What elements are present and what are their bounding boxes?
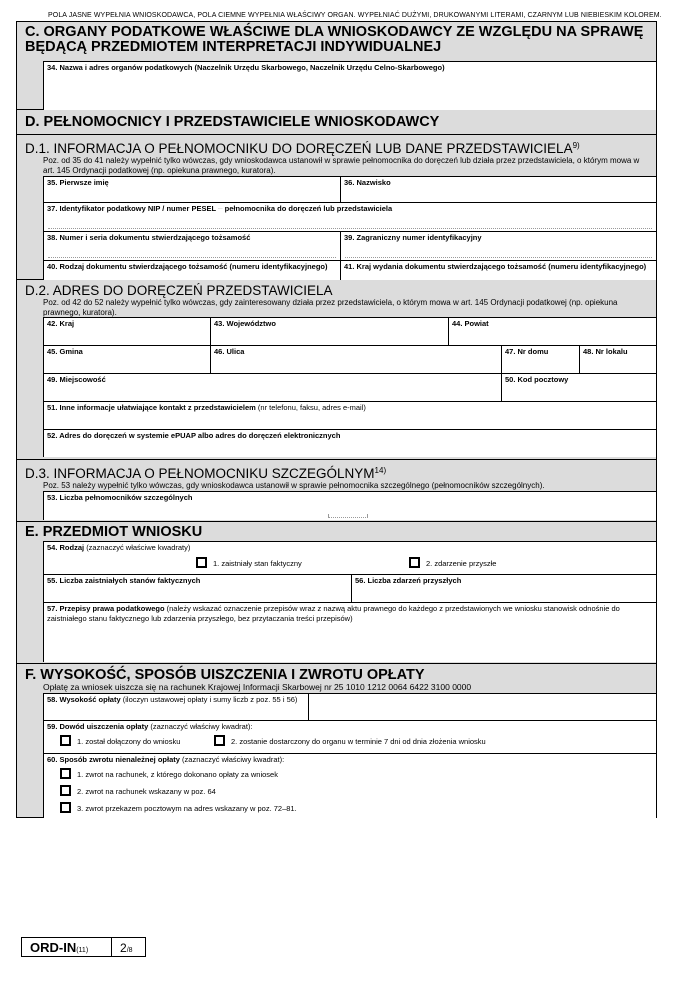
field-47-house-number[interactable]: 47. Nr domu bbox=[502, 346, 580, 373]
section-d1-title: D.1. INFORMACJA O PEŁNOMOCNIKU DO DORĘCZEŃ LUB DANE PRZEDSTAWICIELA$^{9)}$ bbox=[25, 141, 580, 156]
field-52-epuap-address[interactable]: 52. Adres do doręczeń w systemie ePUAP albo adres do doręczeń elektronicznych bbox=[44, 430, 656, 457]
field-56-future-events-count[interactable]: 56. Liczba zdarzeń przyszłych bbox=[352, 575, 656, 602]
section-d3-title: D.3. INFORMACJA O PEŁNOMOCNIKU SZCZEGÓLNYM$^{14)}$ bbox=[25, 466, 387, 481]
section-e bbox=[16, 522, 657, 664]
field-40-document-type[interactable]: 40. Rodzaj dokumentu stwierdzającego tożsamość (numeru identyfikacyjnego) bbox=[44, 261, 341, 285]
option-proof-attached-label: 1. został dołączony do wniosku bbox=[77, 736, 181, 746]
checkbox-proof-attached[interactable] bbox=[60, 735, 71, 746]
section-f-title: F. WYSOKOŚĆ, SPOSÓB UISZCZENIA I ZWROTU OPŁATY bbox=[25, 667, 425, 683]
field-38-document-number[interactable]: 38. Numer i seria dokumentu stwierdzającego tożsamość bbox=[44, 232, 341, 260]
field-58-fee-amount[interactable]: 58. Wysokość opłaty (iloczyn ustawowej opłaty i sumy liczb z poz. 55 i 56) bbox=[44, 694, 656, 720]
form-page bbox=[16, 22, 657, 818]
form-code: ORD-IN(11) bbox=[22, 938, 112, 956]
section-d1-hint: Poz. od 35 do 41 należy wypełnić tylko wówczas, gdy wnioskodawca ustanowił w sprawie pełnomocnika do doręczeń lub działa przez przedstawiciela, o którym mowa w art. 145 Ordynacji podatkowej (np. opiekuna prawnego, kuratora). bbox=[43, 156, 640, 175]
section-f-hint: Opłatę za wniosek uiszcza się na rachunek Krajowej Informacji Skarbowej nr 25 1010 1212 0064 6422 3100 0000 bbox=[43, 682, 472, 692]
field-53-special-attorneys-count[interactable]: 53. Liczba pełnomocników szczególnych bbox=[44, 492, 656, 520]
field-34-tax-offices[interactable]: 34. Nazwa i adres organów podatkowych (Naczelnik Urzędu Skarbowego, Naczelnik Urzędu Celno-Skarbowego) bbox=[44, 62, 656, 110]
field-60-refund-method: 60. Sposób zwrotu nienależnej opłaty (zaznaczyć właściwy kwadrat): 1. zwrot na rachunek, z którego dokonano opłaty za wniosek 2. zwrot na rachunek wskazany w poz. 64 3. zwrot przekazem pocztowym na adres wskazany w poz. 72–81. bbox=[44, 754, 656, 818]
section-d2 bbox=[16, 280, 657, 460]
field-43-voivodeship[interactable]: 43. Województwo bbox=[211, 318, 449, 345]
field-37-nip-pesel[interactable]: 37. Identyfikator podatkowy NIP / numer PESEL ┈ pełnomocnika do doręczeń lub przedstawiciela bbox=[44, 203, 656, 231]
field-42-country[interactable]: 42. Kraj bbox=[44, 318, 211, 345]
option-refund-account-64-label: 2. zwrot na rachunek wskazany w poz. 64 bbox=[77, 786, 216, 796]
field-46-street[interactable]: 46. Ulica bbox=[211, 346, 502, 373]
page-number: 2/8 bbox=[120, 941, 133, 955]
section-d2-hint: Poz. od 42 do 52 należy wypełnić tylko wówczas, gdy zainteresowany działa przez przedstawiciela, o którym mowa w art. 145 Ordynacji podatkowej (np. opiekuna prawnego, kuratora). bbox=[43, 298, 618, 317]
field-35-first-name[interactable]: 35. Pierwsze imię bbox=[44, 177, 341, 202]
section-d bbox=[16, 110, 657, 135]
section-d1 bbox=[16, 135, 657, 280]
field-48-flat-number[interactable]: 48. Nr lokalu bbox=[580, 346, 656, 373]
field-45-commune[interactable]: 45. Gmina bbox=[44, 346, 211, 373]
option-refund-source-account-label: 1. zwrot na rachunek, z którego dokonano opłaty za wniosek bbox=[77, 769, 278, 779]
option-proof-later-label: 2. zostanie dostarczony do organu w terminie 7 dni od dnia złożenia wniosku bbox=[231, 736, 486, 746]
option-existing-state-label: 1. zaistniały stan faktyczny bbox=[213, 559, 302, 568]
field-39-foreign-id[interactable]: 39. Zagraniczny numer identyfikacyjny bbox=[341, 232, 656, 260]
section-d2-title: D.2. ADRES DO DORĘCZEŃ PRZEDSTAWICIELA bbox=[25, 283, 333, 298]
checkbox-refund-source-account[interactable] bbox=[60, 768, 71, 779]
section-d3 bbox=[16, 460, 657, 522]
form-footer bbox=[21, 937, 146, 957]
checkbox-refund-postal[interactable] bbox=[60, 802, 71, 813]
checkbox-refund-account-64[interactable] bbox=[60, 785, 71, 796]
field-50-postal-code[interactable]: 50. Kod pocztowy bbox=[502, 374, 656, 401]
checkbox-existing-state[interactable] bbox=[196, 557, 207, 568]
section-c bbox=[16, 22, 657, 110]
field-51-contact-info[interactable]: 51. Inne informacje ułatwiające kontakt z przedstawicielem (nr telefonu, faksu, adres e-mail) bbox=[44, 402, 656, 429]
field-55-existing-states-count[interactable]: 55. Liczba zaistniałych stanów faktycznych bbox=[44, 575, 352, 602]
field-57-tax-provisions[interactable]: 57. Przepisy prawa podatkowego (należy wskazać oznaczenie przepisów wraz z nazwą aktu prawnego do każdego z przedstawionych we wniosku stanowisk odnośnie do zaistniałego stanu faktycznego lub zdarzenia przyszłego, bez przytaczania treści przepisów) bbox=[44, 603, 656, 662]
checkbox-proof-later[interactable] bbox=[214, 735, 225, 746]
section-d-title: D. PEŁNOMOCNICY I PRZEDSTAWICIELE WNIOSKODAWCY bbox=[25, 114, 440, 130]
option-future-event-label: 2. zdarzenie przyszłe bbox=[426, 559, 497, 568]
checkbox-future-event[interactable] bbox=[409, 557, 420, 568]
field-36-surname[interactable]: 36. Nazwisko bbox=[341, 177, 656, 202]
field-41-document-country[interactable]: 41. Kraj wydania dokumentu stwierdzającego tożsamość (numeru identyfikacyjnego) bbox=[341, 261, 656, 285]
fill-instructions-note: POLA JASNE WYPEŁNIA WNIOSKODAWCA, POLA CIEMNE WYPEŁNIA WŁAŚCIWY ORGAN. WYPEŁNIAĆ DUŻYMI, DRUKOWANYMI LITERAMI, CZARNYM LUB NIEBIESKIM KOLOREM. bbox=[48, 12, 662, 19]
field-54-type: 54. Rodzaj (zaznaczyć właściwe kwadraty) 1. zaistniały stan faktyczny 2. zdarzenie przyszłe bbox=[44, 542, 656, 574]
section-d3-hint: Poz. 53 należy wypełnić tylko wówczas, gdy wnioskodawca ustanowił w sprawie pełnomocnika szczególnego (pełnomocników szczególnych). bbox=[43, 481, 545, 490]
field-44-county[interactable]: 44. Powiat bbox=[449, 318, 656, 345]
section-f bbox=[16, 664, 657, 818]
section-e-title: E. PRZEDMIOT WNIOSKU bbox=[25, 524, 203, 540]
field-49-city[interactable]: 49. Miejscowość bbox=[44, 374, 502, 401]
option-refund-postal-label: 3. zwrot przekazem pocztowym na adres wskazany w poz. 72–81. bbox=[77, 803, 297, 813]
section-c-title: C. ORGANY PODATKOWE WŁAŚCIWE DLA WNIOSKODAWCY ZE WZGLĘDU NA SPRAWĘ BĘDĄCĄ PRZEDMIOTEM INTERPRETACJI INDYWIDUALNEJ bbox=[25, 24, 644, 55]
field-59-payment-proof: 59. Dowód uiszczenia opłaty (zaznaczyć właściwy kwadrat): 1. został dołączony do wniosku 2. zostanie dostarczony do organu w terminie 7 dni od dnia złożenia wniosku bbox=[44, 721, 656, 753]
